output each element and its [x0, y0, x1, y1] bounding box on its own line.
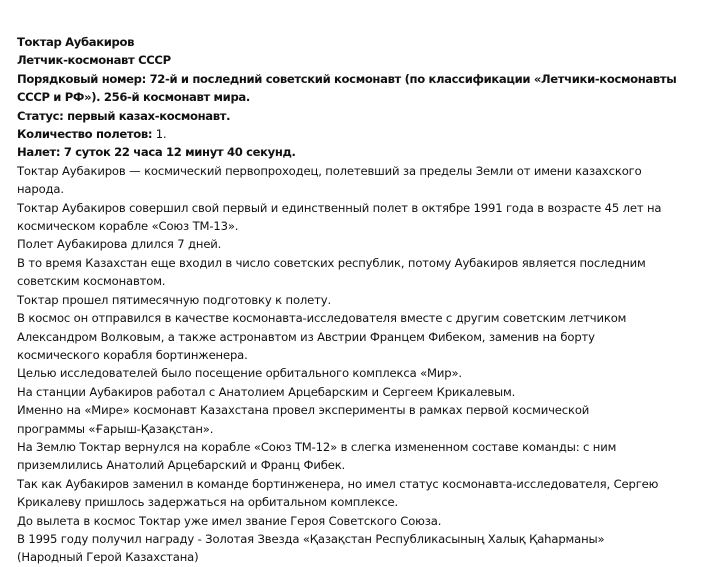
flights-count-value: 1.: [152, 127, 167, 142]
flight-time-line: Налет: 7 суток 22 часа 12 минут 40 секунд.: [17, 145, 296, 160]
body-line: Так как Аубакиров заменил в команде бортинженера, но имел статус космонавта-исследователя, Сергею: [17, 476, 659, 491]
body-line: (Народный Герой Казахстана): [17, 550, 199, 565]
body-line: Целью исследователей было посещение орбитального комплекса «Мир».: [17, 366, 462, 381]
body-line: Полет Аубакирова длился 7 дней.: [17, 237, 222, 252]
body-line: программы «Ғарыш-Қазақстан».: [17, 421, 214, 436]
body-line: Токтар Аубакиров — космический первопроходец, полетевший за пределы Земли от имени казахского: [17, 163, 642, 178]
body-line: Токтар прошел пятимесячную подготовку к полету.: [17, 292, 332, 307]
body-line: На станции Аубакиров работал с Анатолием Арцебарским и Сергеем Крикалевым.: [17, 384, 516, 399]
flights-count-label: Количество полетов:: [17, 127, 153, 142]
body-line: До вылета в космос Токтар уже имел звание Героя Советского Союза.: [17, 513, 442, 528]
body-line: приземлились Анатолий Арцебарский и Франц Фибек.: [17, 458, 346, 473]
body-line: Токтар Аубакиров совершил свой первый и единственный полет в октябре 1991 года в возрасте 45 лет на: [17, 200, 662, 215]
body-line: космическом корабле «Союз ТМ-13».: [17, 219, 239, 234]
body-line: космического корабля бортинженера.: [17, 347, 248, 362]
body-line: Александром Волковым, а также астронавтом из Австрии Францем Фибеком, заменив на борту: [17, 329, 595, 344]
ordinal-number-line-1: Порядковый номер: 72-й и последний советский космонавт (по классификации «Летчики-космонавты: [17, 71, 677, 86]
cosmonaut-name: Токтар Аубакиров: [17, 35, 135, 49]
status-line: Статус: первый казах-космонавт.: [17, 108, 231, 123]
cosmonaut-title: Летчик-космонавт СССР: [17, 53, 171, 68]
document-text-block: [17, 33, 707, 567]
flights-count-line: [17, 125, 707, 143]
body-line: Именно на «Мире» космонавт Казахстана провел эксперименты в рамках первой космической: [17, 403, 590, 418]
body-line: народа.: [17, 182, 64, 197]
body-line: В космос он отправился в качестве космонавта-исследователя вместе с другим советским летчиком: [17, 311, 627, 326]
body-line: В то время Казахстан еще входил в число советских республик, потому Аубакиров является последним: [17, 255, 646, 270]
body-line: На Землю Токтар вернулся на корабле «Союз ТМ-12» в слегка измененном составе команды: с ним: [17, 439, 617, 454]
body-line: Крикалеву пришлось задержаться на орбитальном комплексе.: [17, 495, 399, 510]
ordinal-number-line-2: СССР и РФ»). 256-й космонавт мира.: [17, 90, 250, 105]
body-line: советским космонавтом.: [17, 274, 166, 289]
body-line: В 1995 году получил награду - Золотая Звезда «Қазақстан Республикасының Халық Қаһарманы»: [17, 531, 605, 546]
